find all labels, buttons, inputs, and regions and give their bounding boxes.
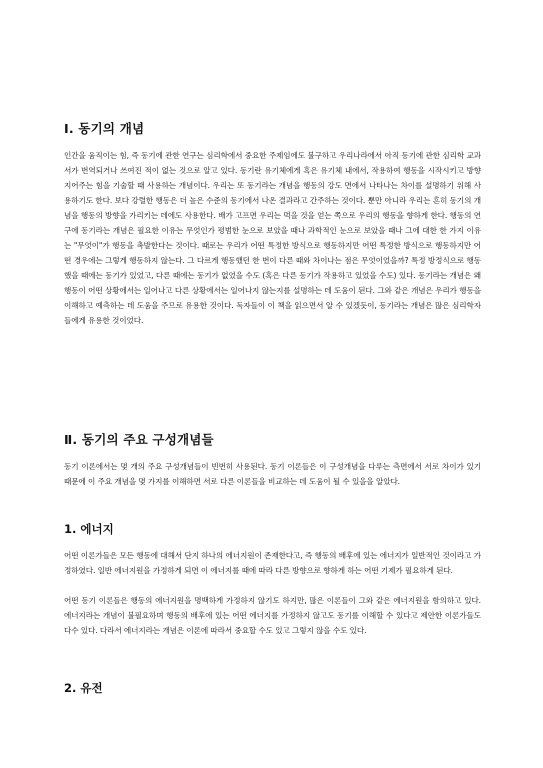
subsection-title-heredity: 2. 유전	[64, 681, 103, 695]
section-title-concept-of-motivation: Ⅰ. 동기의 개념	[64, 121, 145, 136]
paragraph-energy-1: 어떤 이론가들은 모든 행동에 대해서 단지 하나의 에너지원이 존재한다고, 즉 행동의 배후에 있는 에너지가 일반적인 것이라고 가정하였다. 일반 에너지원을 가정하게 되면 이 에너지를 때에 따라 다른 방향으로 향하게 하는 어떤 기제가 필요하게 된다.	[64, 551, 481, 575]
subsection-title-energy: 1. 에너지	[64, 522, 114, 536]
paragraph-concept-of-motivation: 인간을 움직이는 힘, 즉 동기에 관한 연구는 심리학에서 중요한 주제임에도 불구하고 우리나라에서 아직 동기에 관한 심리학 교과서가 번역되거나 쓰여진 적이 없는 것으로 알고 있다. 동기란 유기체에게 혹은 유기체 내에서, 작용하여 행동을 시작시키고 방향 지어주는 힘을 기술할 때 사용하는 개념이다. 우리는 또 동기라는 개념을 행동의 강도 면에서 나타나는 차이를 설명하기 위해 사용하기도 한다. 보다 강렬한 행동은 더 높은 수준의 동기에서 나온 결과라고 간주하는 것이다. 뿐만 아니라 우리는 흔히 동기의 개념을 행동의 방향을 가리키는 데에도 사용한다. 배가 고프면 우리는 먹을 것을 얻는 쪽으로 우리의 행동을 향하게 한다. 행동의 연구에 동기라는 개념은 필요한 이유는 무엇인가 평범한 눈으로 보았을 때나 과학적인 눈으로 보았을 때나 그에 대한 한 가지 이유는 "무엇이"가 행동을 촉발한다는 것이다. 때로는 우리가 어떤 특정한 방식으로 행동하지만 어떤 특정한 방식으로 행동하지만 어떤 경우에는 그렇게 행동하지 않는다. 그 다르게 행동했던 한 번이 다른 때와 차이나는 점은 무엇이었을까? 특정 방정식으로 행동했을 때에는 동기가 있었고, 다른 때에는 동기가 없었을 수도 (혹은 다른 동기가 작용하고 있었을 수도) 있다. 동기라는 개념은 왜 행동이 어떤 상황에서는 일어나고 다른 상황에서는 일어나지 않는지를 설명하는 데 도움이 된다. 그와 같은 개념은 우리가 행동을 이해하고 예측하는 데 도움을 주므로 유용한 것이다. 독자들이 이 책을 읽으면서 알 수 있겠듯이, 동기라는 개념은 많은 심리학자들에게 유용한 것이었다.	[64, 151, 481, 325]
section-title-main-constructs: Ⅱ. 동기의 주요 구성개념들	[64, 432, 214, 447]
paragraph-main-constructs: 동기 이론에서는 몇 개의 주요 구성개념들이 빈번히 사용된다. 동기 이론들은 이 구성개념을 다루는 측면에서 서로 차이가 있기 때문에 이 주요 개념을 몇 가지를 이해하면 서로 다른 이론들을 비교하는 데 도움이 될 수 있을을 알았다.	[64, 462, 481, 486]
paragraph-energy-2: 어떤 동기 이론들은 행동의 에너지원을 명백하게 가정하지 않기도 하지만, 많은 이론들이 그와 같은 에너지원을 함의하고 있다. 에너지라는 개념이 불필요하며 행동의 배후에 있는 어떤 에너지를 가정하지 않고도 동기를 이해할 수 있다고 제안한 이론가들도 다수 있다. 다라서 에너지라는 개념은 이론에 따라서 중요할 수도 있고 그렇지 않을 수도 있다.	[64, 596, 481, 635]
